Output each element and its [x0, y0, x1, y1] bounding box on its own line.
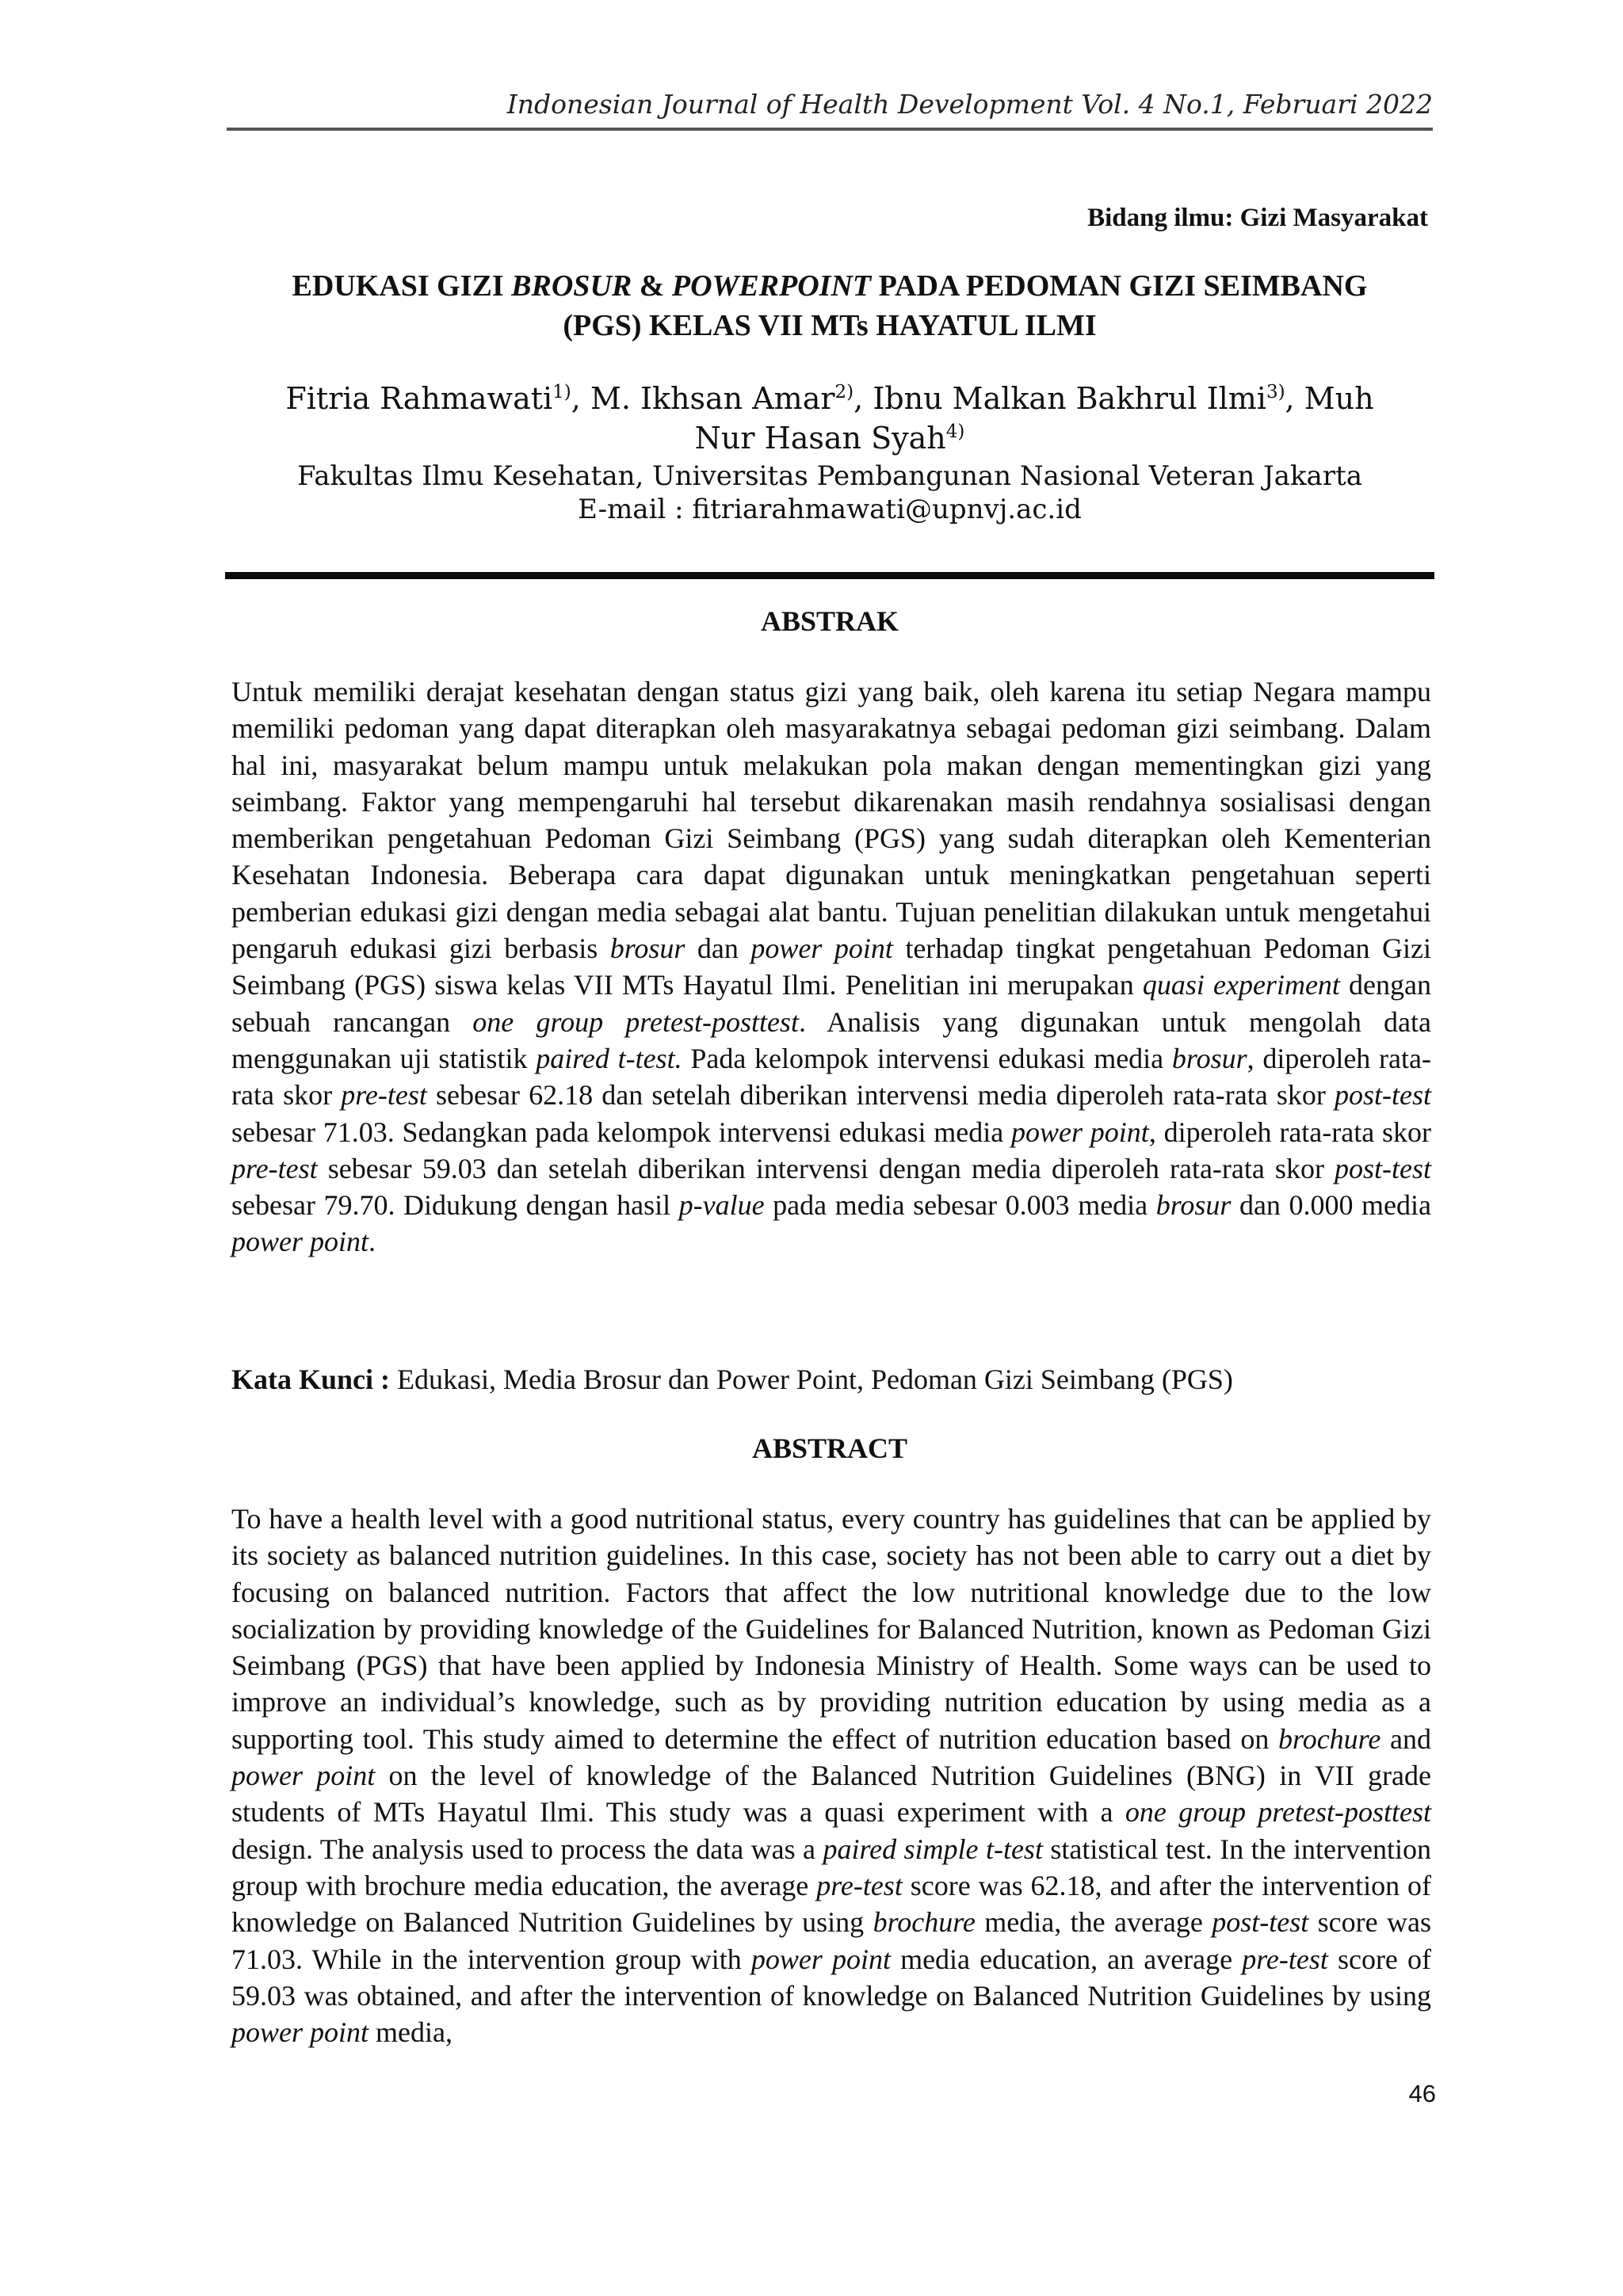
abstract-italic: brochure [873, 1906, 976, 1939]
abstrak-heading: ABSTRAK [760, 605, 899, 637]
email: E-mail : fitriarahmawati@upnvj.ac.id [578, 494, 1082, 525]
abstract-heading: ABSTRACT [751, 1432, 908, 1464]
journal-header: Indonesian Journal of Health Development Vol. 4 No.1, Februari 2022 [506, 89, 1433, 120]
abstract-italic: one group pretest-posttest [1125, 1796, 1431, 1829]
field-label: Bidang ilmu: Gizi Masyarakat [1087, 204, 1428, 232]
section-rule [225, 572, 1434, 579]
affiliation: Fakultas Ilmu Kesehatan, Universitas Pembangunan Nasional Veteran Jakarta [296, 460, 1363, 492]
author-mark: 1) [552, 382, 571, 402]
abstract-italic: post-test [1335, 1079, 1431, 1112]
abstract-italic: power point [750, 1943, 891, 1975]
abstract-text: sebesar 79.70. Didukung dengan hasil [231, 1189, 679, 1222]
title-text: EDUKASI GIZI [292, 269, 512, 303]
abstract-italic: brosur [1171, 1042, 1247, 1074]
keywords-text: Edukasi, Media Brosur dan Power Point, Pedoman Gizi Seimbang (PGS) [390, 1363, 1233, 1395]
abstract-italic: power point [231, 1760, 376, 1792]
abstract-text: . [369, 1226, 376, 1258]
abstract-text: statistical test. In the intervention group with brochure media education, the average [231, 1833, 1431, 1901]
abstrak-body [231, 673, 1431, 1261]
abstract-text: To have a health level with a good nutritional status, every country has guidelines that can be applied by its society as balanced nutrition guidelines. In this case, society has not been able to carry out a diet by focusing on balanced nutrition. Factors that affect the low nutritional knowledge due to the low socialization by providing knowledge of the Guidelines for Balanced Nutrition, known as Pedoman Gizi Seimbang (PGS) that have been applied by Indonesia Ministry of Health. Some ways can be used to improve an individual’s knowledge, such as by providing nutrition education by using media as a supporting tool. This study aimed to determine the effect of nutrition education based on [231, 1503, 1431, 1755]
abstract-italic: p-value [678, 1189, 765, 1222]
abstract-text: pada media sebesar 0.003 media [764, 1189, 1156, 1222]
abstract-italic: power point [1011, 1116, 1149, 1148]
abstract-body [231, 1501, 1431, 2050]
abstract-italic: brochure [1278, 1722, 1381, 1755]
abstract-text: , diperoleh rata-rata skor [231, 1042, 1431, 1112]
abstract-text: media, [369, 2016, 453, 2049]
abstract-italic: brosur [1155, 1189, 1232, 1222]
abstract-text: , diperoleh rata-rata skor [1148, 1116, 1431, 1148]
author-list: Fitria Rahmawati$^{1)}$, M. Ikhsan Amar$^{2)}$, Ibnu Malkan Bakhrul Ilmi$^{3)}$, Muh Nur Hasan Syah$^{4)}$ [285, 381, 1374, 456]
title-powerpoint: POWERPOINT [671, 269, 872, 303]
abstract-italic: pre-test [231, 1152, 318, 1184]
abstract-text: dan [685, 933, 751, 965]
abstract-italic: power point [231, 1226, 369, 1258]
title-line-2: (PGS) KELAS VII MTs HAYATUL ILMI [563, 309, 1097, 342]
title-brosur: BROSUR [511, 269, 632, 303]
author-mark: 3) [1266, 382, 1285, 402]
abstract-italic: quasi experiment [1142, 969, 1340, 1001]
abstract-text: score was 62.18, and after the intervention of knowledge on Balanced Nutrition Guidelines by using [231, 1869, 1431, 1939]
abstract-text: media, the average [975, 1906, 1212, 1939]
abstract-italic: brosur [609, 933, 685, 965]
abstract-text: Pada kelompok intervensi edukasi media [682, 1042, 1172, 1074]
abstract-italic: paired t-test. [536, 1042, 682, 1074]
abstract-text: terhadap tingkat pengetahuan Pedoman Gizi Seimbang (PGS) siswa kelas VII MTs Hayatul Ilmi. Penelitian ini merupakan [231, 933, 1431, 1001]
abstract-text: design. The analysis used to process the data was a [231, 1833, 823, 1865]
abstract-text: media education, an average [890, 1943, 1243, 1975]
title-amp: & [632, 269, 672, 303]
author-name: Fitria Rahmawati [285, 381, 553, 416]
abstract-text: Untuk memiliki derajat kesehatan dengan status gizi yang baik, oleh karena itu setiap Negara mampu memiliki pedoman yang dapat diterapkan oleh masyarakatnya sebagai pedoman gizi seimbang. Dalam hal ini, masyarakat belum mampu untuk melakukan pola makan dengan mementingkan gizi yang seimbang. Faktor yang mempengaruhi hal tersebut dikarenakan masih rendahnya sosialisasi dengan memberikan pengetahuan Pedoman Gizi Seimbang (PGS) yang sudah diterapkan oleh Kementerian Kesehatan Indonesia. Beberapa cara dapat digunakan untuk meningkatkan pengetahuan seperti pemberian edukasi gizi dengan media sebagai alat bantu. Tujuan penelitian dilakukan untuk mengetahui pengaruh edukasi gizi berbasis [231, 676, 1431, 965]
abstract-text: score was 71.03. While in the intervention group with [231, 1906, 1431, 1975]
abstract-text: sebesar 71.03. Sedangkan pada kelompok intervensi edukasi media [231, 1116, 1012, 1148]
abstract-text: sebesar 59.03 dan setelah diberikan intervensi dengan media diperoleh rata-rata skor [317, 1152, 1335, 1184]
abstract-text: on the level of knowledge of the Balanced Nutrition Guidelines (BNG) in VII grade students of MTs Hayatul Ilmi. This study was a quasi experiment with a [231, 1760, 1431, 1829]
abstract-italic: power point [231, 2016, 369, 2049]
keywords [231, 1361, 1431, 1398]
abstract-italic: post-test [1212, 1906, 1309, 1939]
page-number: 46 [1408, 2080, 1436, 2107]
keywords-label: Kata Kunci : [231, 1363, 391, 1395]
abstract-italic: one group pretest-posttest [472, 1005, 799, 1038]
abstract-text: sebesar 62.18 dan setelah diberikan intervensi media diperoleh rata-rata skor [426, 1079, 1335, 1112]
abstract-text: . Analisis yang digunakan untuk mengolah data menggunakan uji statistik [231, 1005, 1431, 1074]
abstract-text: dan 0.000 media [1231, 1189, 1431, 1222]
abstract-text: and [1381, 1722, 1431, 1755]
abstract-italic: pre-test [816, 1869, 903, 1901]
abstract-text: dengan sebuah rancangan [231, 969, 1432, 1038]
author-name: Muh Nur Hasan Syah [694, 381, 1374, 456]
abstract-italic: paired simple t-test [823, 1833, 1043, 1865]
abstract-italic: pre-test [341, 1079, 427, 1112]
header-rule [227, 128, 1433, 131]
author-mark: 4) [945, 421, 965, 442]
paper-title [227, 266, 1433, 345]
abstract-italic: post-test [1335, 1152, 1431, 1184]
title-text: PADA PEDOMAN GIZI SEIMBANG [871, 269, 1368, 303]
abstract-text: score of 59.03 was obtained, and after the intervention of knowledge on Balanced Nutrition Guidelines by using [231, 1943, 1431, 2012]
abstract-italic: pre-test [1242, 1943, 1328, 1975]
author-name: M. Ikhsan Amar [590, 381, 835, 416]
abstract-italic: power point [750, 933, 893, 965]
author-name: Ibnu Malkan Bakhrul Ilmi [873, 381, 1266, 416]
author-mark: 2) [834, 382, 854, 402]
